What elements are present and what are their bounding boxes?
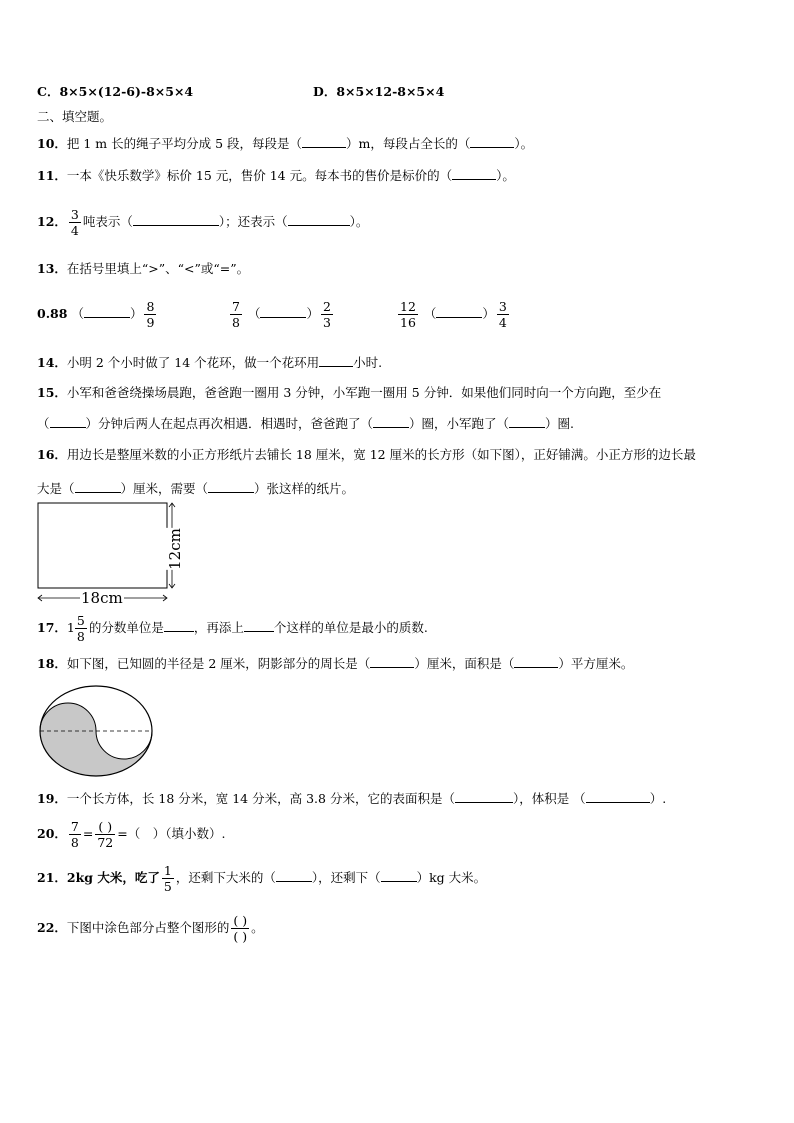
fraction: $\frac{3}{4}$ (70, 207, 79, 238)
question-13 (37, 261, 249, 277)
answer-blank[interactable] (370, 655, 414, 668)
answer-blank[interactable] (373, 415, 409, 428)
q-number: 19． (37, 791, 67, 806)
compare-item-3: $\frac{12}{16}$ （ ） $\frac{3}{4}$ (400, 299, 507, 330)
q-text: 一本《快乐数学》标价 15 元，售价 14 元。每本书的售价是标价的（ (66, 168, 453, 183)
answer-blank[interactable] (276, 869, 312, 882)
answer-blank[interactable] (133, 213, 219, 226)
question-17: 17．1 $\frac{5}{8}$ 的分数单位是 ，再添上 个这样的单位是最小的质数. (37, 613, 428, 644)
section-title: 二、填空题。 (37, 109, 113, 124)
q-number: 21． (37, 870, 67, 885)
answer-blank[interactable] (436, 305, 482, 318)
question-14 (37, 354, 382, 371)
q-number: 22． (37, 920, 67, 935)
fraction: $\frac{7}{8}$ (70, 819, 79, 850)
answer-blank[interactable] (84, 305, 130, 318)
q-text: 小军和爸爸绕操场晨跑，爸爸跑一圈用 3 分钟，小军跑一圈用 5 分钟．如果他们同时向一个方向跑，至少在 (66, 385, 662, 400)
q-text: 用边长是整厘米数的小正方形纸片去铺长 18 厘米，宽 12 厘米的长方形（如下图），正好铺满。小正方形的边长最 (66, 447, 696, 462)
question-18: 18．如下图，已知圆的半径是 2 厘米，阴影部分的周长是（ ）厘米，面积是（ ）平方厘米。 (37, 656, 634, 671)
circle-figure (38, 684, 154, 778)
q-number: 10． (37, 136, 67, 151)
q-number: 13． (37, 261, 67, 276)
q-number: 11． (37, 168, 67, 183)
q-number: 16． (37, 447, 67, 462)
answer-blank[interactable] (586, 790, 650, 803)
q-text: ）。 (514, 136, 534, 151)
answer-blank[interactable] (509, 415, 545, 428)
answer-blank[interactable] (288, 213, 350, 226)
answer-blank[interactable] (75, 480, 121, 493)
fraction: $\frac{5}{8}$ (76, 613, 85, 644)
q-text: ）m，每段占全长的（ (346, 136, 471, 151)
fraction: $\frac{( )}{72}$ (97, 819, 114, 850)
answer-blank[interactable] (455, 790, 513, 803)
q-number: 12． (37, 214, 67, 229)
answer-blank[interactable] (244, 619, 274, 632)
compare-item-1: 0.88 （ ） $\frac{8}{9}$ (37, 299, 155, 330)
q-number: 15． (37, 385, 67, 400)
question-10 (37, 135, 533, 152)
answer-blank[interactable] (260, 305, 306, 318)
q-text: 小时. (353, 355, 383, 370)
q-text: ）。 (349, 214, 369, 229)
compare-item-2: $\frac{7}{8}$ （ ） $\frac{2}{3}$ (232, 299, 331, 330)
rectangle (38, 503, 167, 588)
question-15-cont: （ ）分钟后两人在起点再次相遇．相遇时，爸爸跑了（ ）圈，小军跑了（ ）圈. (37, 416, 575, 431)
answer-blank[interactable] (470, 135, 514, 148)
number: 0.88 (37, 306, 68, 321)
mixed-whole: 1 (66, 620, 75, 635)
fraction: $\frac{1}{5}$ (163, 863, 172, 894)
q-number: 20． (37, 826, 67, 841)
option-c: C．8×5×(12-6)-8×5×4 (37, 84, 194, 99)
q-text: ）。 (496, 168, 515, 183)
q-text: 在括号里填上“>”、“<”或“=”。 (66, 261, 250, 276)
fraction: $\frac{( )}{( )}$ (233, 913, 248, 944)
answer-blank[interactable] (381, 869, 417, 882)
q-number: 18． (37, 656, 67, 671)
q-text: ）；还表示（ (218, 214, 288, 229)
shaded-region (40, 703, 152, 776)
q-number: 14． (37, 355, 67, 370)
answer-blank[interactable] (514, 655, 558, 668)
q-text: 吨表示（ (82, 214, 133, 229)
fraction: $\frac{7}{8}$ (232, 299, 240, 330)
question-22: 22．下图中涂色部分占整个图形的 $\frac{( )}{( )}$ 。 (37, 913, 264, 944)
answer-blank[interactable] (50, 415, 86, 428)
question-21: 21．2kg 大米，吃了 $\frac{1}{5}$ ，还剩下大米的（ ），还剩下（ ）kg 大米。 (37, 863, 487, 894)
question-12 (37, 204, 368, 240)
height-label: 12cm (165, 528, 184, 570)
answer-blank[interactable] (452, 167, 496, 180)
answer-blank[interactable] (208, 480, 254, 493)
fraction: $\frac{12}{16}$ (400, 299, 416, 330)
answer-blank[interactable] (164, 619, 194, 632)
q-text: 把 1 m 长的绳子平均分成 5 段，每段是（ (66, 136, 303, 151)
question-15 (37, 385, 661, 401)
width-label: 18cm (81, 589, 123, 607)
q-text: 小明 2 个小时做了 14 个花环，做一个花环用 (66, 355, 320, 370)
option-d: D．8×5×12-8×5×4 (313, 84, 445, 99)
answer-blank[interactable] (319, 354, 353, 367)
question-16-cont: 大是（ ）厘米，需要（ ）张这样的纸片。 (37, 481, 355, 496)
question-11 (37, 167, 515, 184)
q-number: 17． (37, 620, 67, 635)
question-16 (37, 447, 696, 463)
fraction: $\frac{2}{3}$ (322, 299, 331, 330)
fraction: $\frac{3}{4}$ (498, 299, 507, 330)
question-20: 20． $\frac{7}{8}$ = $\frac{( )}{72}$ =（ ）（填小数）. (37, 819, 226, 850)
question-19: 19．一个长方体，长 18 分米，宽 14 分米，高 3.8 分米，它的表面积是（ ），体积是 （ ）. (37, 791, 667, 806)
fraction: $\frac{8}{9}$ (146, 299, 155, 330)
answer-blank[interactable] (302, 135, 346, 148)
